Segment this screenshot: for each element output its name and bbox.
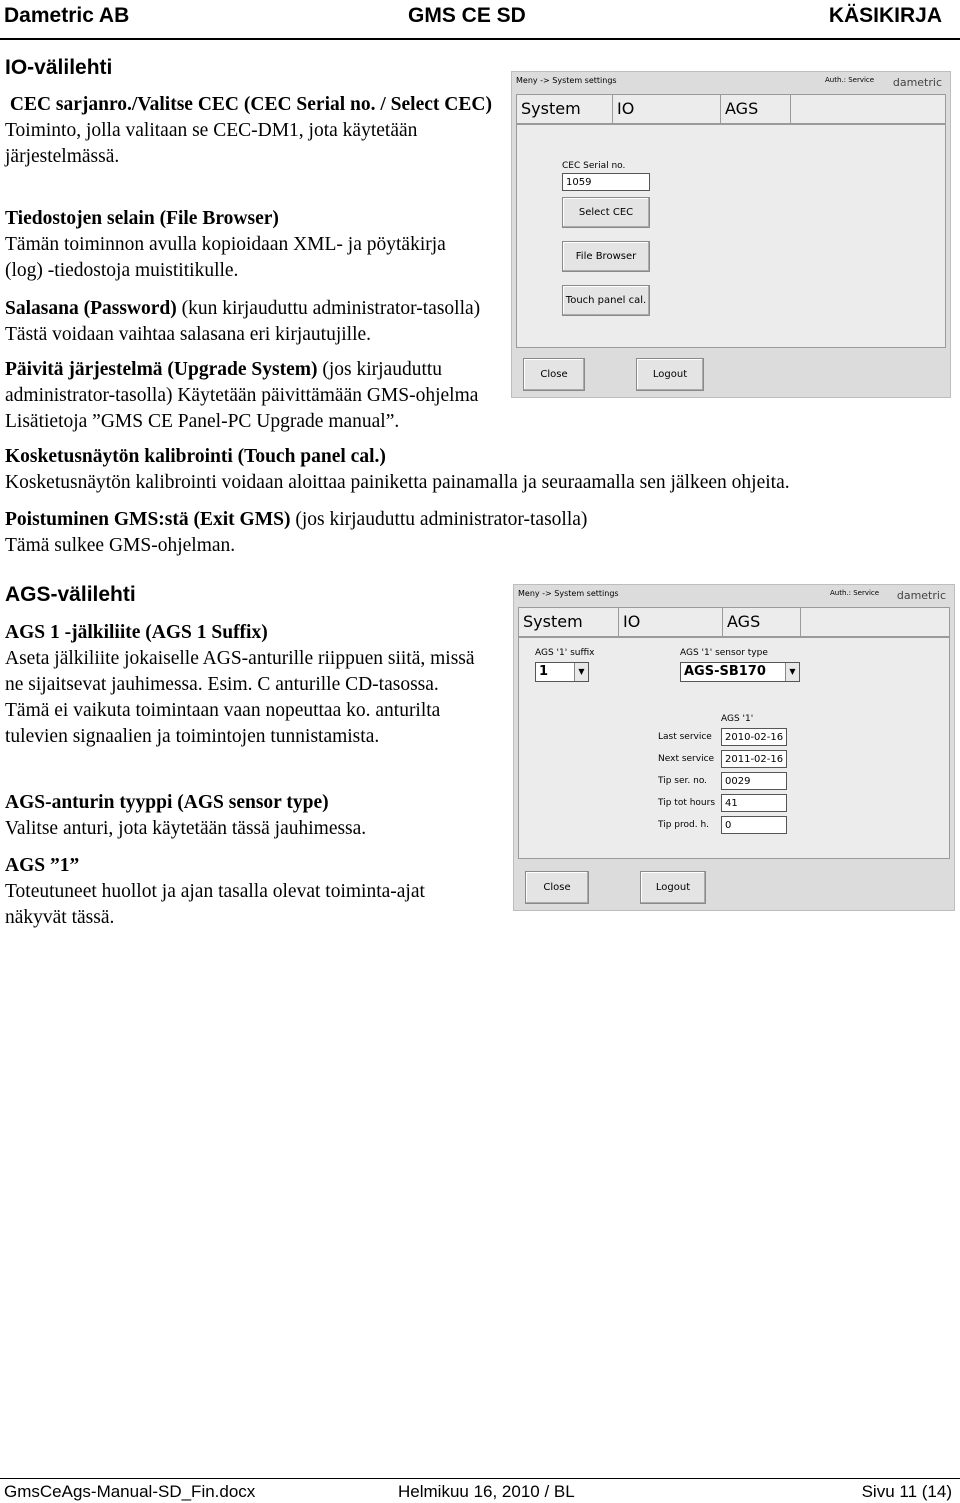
last-service-field[interactable]: 2010-02-16 — [721, 728, 787, 746]
tab-io[interactable]: IO — [619, 608, 723, 636]
io-panel — [516, 124, 946, 348]
ags-group-label: AGS '1' — [721, 714, 754, 724]
io-password-title: Salasana (Password) — [5, 298, 177, 319]
ags-suffix-label: AGS '1' suffix — [535, 648, 595, 658]
io-upgrade-title: Päivitä järjestelmä (Upgrade System) — [5, 359, 318, 380]
ags-suffix-value: 1 — [539, 664, 549, 679]
ags-type-title: AGS-anturin tyyppi (AGS sensor type) — [5, 792, 329, 813]
dametric-logo: dametric — [896, 589, 946, 602]
io-exit-paragraph — [5, 507, 905, 559]
io-upgrade-paragraph — [5, 357, 515, 435]
io-exit-text2: Tämä sulkee GMS-ohjelman. — [5, 535, 236, 556]
tab-system[interactable]: System — [517, 95, 613, 123]
footer-date: Helmikuu 16, 2010 / BL — [398, 1482, 575, 1501]
io-exit-text: (jos kirjauduttu administrator-tasolla) — [295, 509, 588, 530]
ags-sensor-type-value: AGS-SB170 — [684, 664, 766, 679]
ags-panel — [518, 637, 950, 859]
cec-serial-field[interactable]: 1059 — [562, 173, 650, 191]
cec-serial-label: CEC Serial no. — [562, 161, 626, 171]
chevron-down-icon: ▼ — [574, 663, 588, 681]
last-service-label: Last service — [658, 732, 712, 742]
io-touch-paragraph — [5, 444, 955, 496]
io-heading: IO-välilehti — [5, 56, 113, 79]
select-cec-button[interactable]: Select CEC — [562, 197, 650, 228]
chevron-down-icon: ▼ — [785, 663, 799, 681]
io-browser-title: Tiedostojen selain (File Browser) — [5, 208, 279, 229]
tip-tot-hours-field[interactable]: 41 — [721, 794, 787, 812]
logout-button[interactable]: Logout — [640, 871, 706, 904]
breadcrumb: Meny -> System settings — [518, 589, 619, 598]
ags-screenshot — [513, 584, 955, 911]
footer-page-number: Sivu 11 (14) — [861, 1482, 952, 1501]
auth-level: Auth.: Service — [830, 589, 880, 597]
tab-ags[interactable]: AGS — [723, 608, 801, 636]
ags-suffix-paragraph — [5, 620, 475, 750]
ags1-title: AGS ”1” — [5, 855, 80, 876]
header-doc-type: KÄSIKIRJA — [828, 4, 942, 27]
ags-suffix-text: Aseta jälkiliite jokaiselle AGS-anturille riippuen siitä, missä ne sijaitsevat jauhimessa. Esim. C anturille CD-tasossa. Tämä ei vaikuta toimintaan vaan nopeuttaa ko. anturilta tulevien signaalien ja toimintojen tunnistamista. — [5, 648, 475, 747]
io-cec-paragraph — [5, 92, 505, 170]
dametric-logo: dametric — [892, 76, 942, 89]
tip-ser-no-field[interactable]: 0029 — [721, 772, 787, 790]
tip-prod-h-field[interactable]: 0 — [721, 816, 787, 834]
io-cec-title: CEC sarjanro./Valitse CEC (CEC Serial no. / Select CEC) — [9, 94, 492, 115]
io-browser-text: Tämän toiminnon avulla kopioidaan XML- ja pöytäkirja (log) -tiedostoja muistitikulle. — [5, 234, 446, 281]
ags-suffix-title: AGS 1 -jälkiliite (AGS 1 Suffix) — [5, 622, 268, 643]
ags-suffix-dropdown[interactable] — [535, 662, 589, 682]
io-cec-text: Toiminto, jolla valitaan se CEC-DM1, jota käytetään järjestelmässä. — [5, 120, 418, 167]
io-touch-title: Kosketusnäytön kalibrointi (Touch panel cal.) — [5, 446, 386, 467]
file-browser-button[interactable]: File Browser — [562, 241, 650, 272]
breadcrumb: Meny -> System settings — [516, 76, 617, 85]
ags1-paragraph — [5, 853, 483, 931]
next-service-label: Next service — [658, 754, 715, 764]
tab-ags[interactable]: AGS — [721, 95, 791, 123]
header-company: Dametric AB — [4, 4, 130, 27]
ags-type-text: Valitse anturi, jota käytetään tässä jauhimessa. — [5, 818, 367, 839]
ags-sensor-type-dropdown[interactable] — [680, 662, 800, 682]
auth-level: Auth.: Service — [825, 76, 875, 84]
footer-filename: GmsCeAgs-Manual-SD_Fin.docx — [4, 1482, 256, 1501]
close-button[interactable]: Close — [523, 358, 585, 391]
tip-ser-no-label: Tip ser. no. — [658, 776, 708, 786]
page-header — [0, 0, 960, 40]
io-browser-paragraph — [5, 206, 465, 284]
tip-prod-h-label: Tip prod. h. — [658, 820, 710, 830]
ags-type-paragraph — [5, 790, 475, 842]
close-button[interactable]: Close — [525, 871, 589, 904]
ags-sensor-type-label: AGS '1' sensor type — [680, 648, 768, 658]
tab-system[interactable]: System — [519, 608, 619, 636]
io-screenshot — [511, 71, 951, 398]
io-password-text: (kun kirjauduttu administrator-tasolla) Tästä voidaan vaihtaa salasana eri kirjautujille. — [5, 298, 481, 345]
tab-io[interactable]: IO — [613, 95, 721, 123]
tip-tot-hours-label: Tip tot hours — [658, 798, 716, 808]
io-password-paragraph — [5, 296, 505, 348]
ags-heading: AGS-välilehti — [5, 583, 136, 606]
next-service-field[interactable]: 2011-02-16 — [721, 750, 787, 768]
touch-panel-cal-button[interactable]: Touch panel cal. — [562, 285, 650, 316]
io-touch-text: Kosketusnäytön kalibrointi voidaan aloittaa painiketta painamalla ja seuraamalla sen jälkeen ohjeita. — [5, 472, 790, 493]
tab-bar — [516, 94, 946, 124]
io-upgrade-text: (jos kirjauduttu administrator-tasolla) Käytetään päivittämään GMS-ohjelma Lisätietoja ”GMS CE Panel-PC Upgrade manual”. — [5, 359, 479, 432]
header-product: GMS CE SD — [408, 4, 526, 27]
io-exit-title: Poistuminen GMS:stä (Exit GMS) — [5, 509, 291, 530]
logout-button[interactable]: Logout — [636, 358, 704, 391]
ags1-text: Toteutuneet huollot ja ajan tasalla olevat toiminta-ajat näkyvät tässä. — [5, 881, 425, 928]
tab-bar — [518, 607, 950, 637]
page-footer — [0, 1478, 960, 1503]
